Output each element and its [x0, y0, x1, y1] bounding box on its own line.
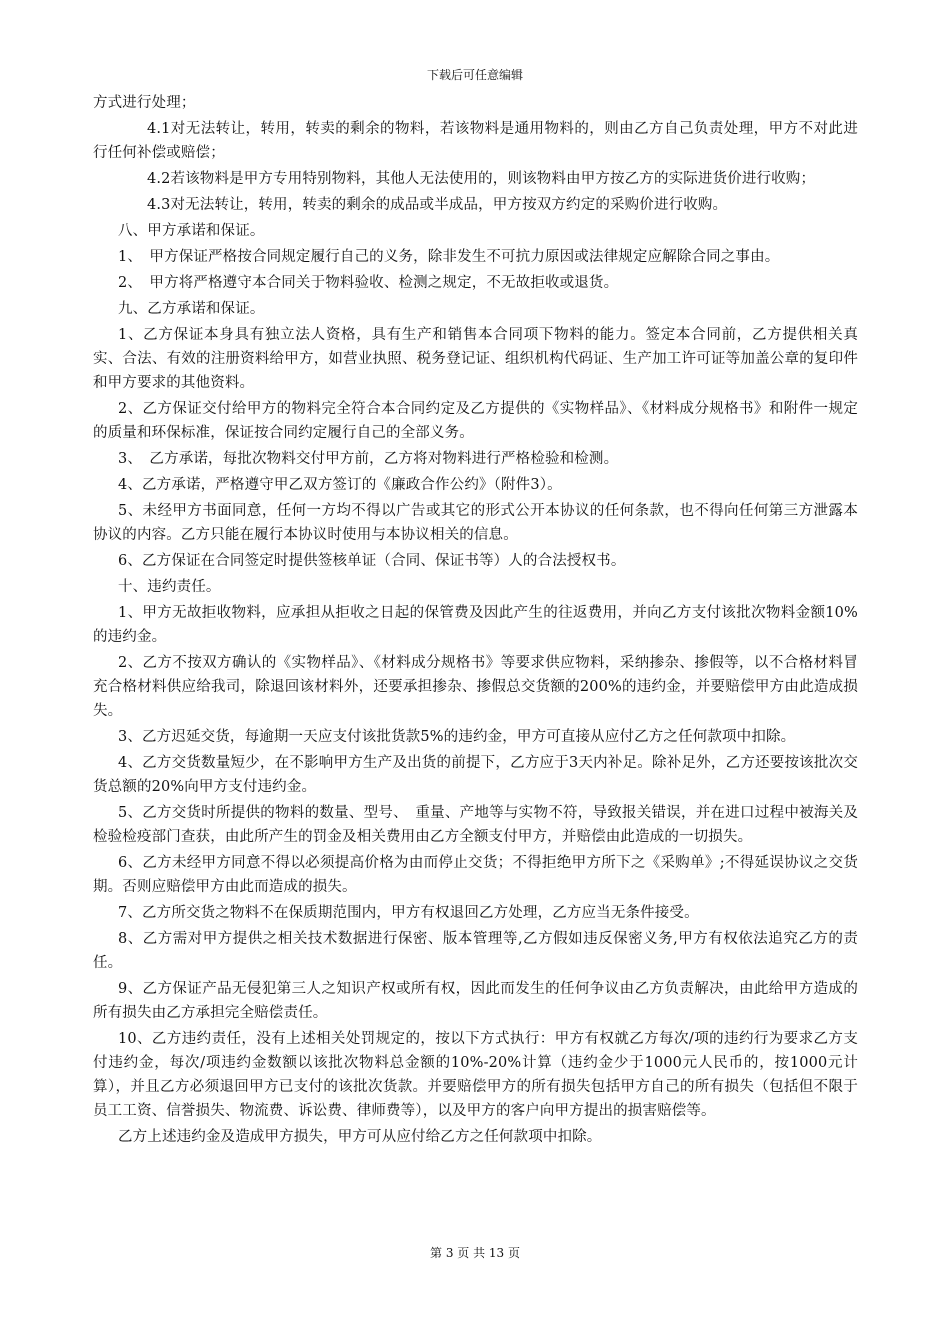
paragraph: 8、乙方需对甲方提供之相关技术数据进行保密、版本管理等,乙方假如违反保密义务,甲方有权依法追究乙方的责任。: [93, 931, 858, 971]
paragraph: 10、乙方违约责任，没有上述相关处罚规定的，按以下方式执行：甲方有权就乙方每次/项的违约行为要求乙方支付违约金，每次/项违约金数额以该批次物料总金额的10%-20%计算（违约金少于1000元人民币的，按1000元计算），并且乙方必须退回甲方已支付的该批次货款。并要赔偿甲方的所有损失包括甲方自己的所有损失（包括但不限于员工工资、信誉损失、物流费、诉讼费、律师费等），以及甲方的客户向甲方提出的损害赔偿等。: [93, 1031, 858, 1119]
paragraph: 九、乙方承诺和保证。: [118, 301, 265, 317]
paragraph: 6、乙方保证在合同签定时提供签核单证（合同、保证书等）人的合法授权书。: [118, 553, 626, 569]
paragraph: 7、乙方所交货之物料不在保质期范围内，甲方有权退回乙方处理，乙方应当无条件接受。: [118, 905, 699, 921]
paragraph: 4、乙方承诺，严格遵守甲乙双方签订的《廉政合作公约》（附件3）。: [118, 477, 562, 493]
paragraph: 2、乙方保证交付给甲方的物料完全符合本合同约定及乙方提供的《实物样品》、《材料成分规格书》和附件一规定的质量和环保标准，保证按合同约定履行自己的全部义务。: [93, 401, 858, 441]
paragraph: 3、乙方迟延交货，每逾期一天应支付该批货款5%的违约金，甲方可直接从应付乙方之任何款项中扣除。: [118, 729, 796, 745]
paragraph: 十、违约责任。: [118, 579, 221, 595]
paragraph: 5、未经甲方书面同意，任何一方均不得以广告或其它的形式公开本协议的任何条款，也不得向任何第三方泄露本协议的内容。乙方只能在履行本协议时使用与本协议相关的信息。: [93, 503, 858, 543]
paragraph: 4、乙方交货数量短少，在不影响甲方生产及出货的前提下，乙方应于3天内补足。除补足外，乙方还要按该批次交货总额的20%向甲方支付违约金。: [93, 755, 858, 795]
page-footer: 第 3 页 共 13 页: [430, 1246, 520, 1260]
paragraph: 2、乙方不按双方确认的《实物样品》、《材料成分规格书》等要求供应物料，采纳掺杂、掺假等，以不合格材料冒充合格材料供应给我司，除退回该材料外，还要承担掺杂、掺假总交货额的200%的违约金，并要赔偿甲方由此造成损失。: [93, 655, 858, 719]
paragraph: 4.1对无法转让，转用，转卖的剩余的物料，若该物料是通用物料的，则由乙方自己负责处理，甲方不对此进行任何补偿或赔偿；: [93, 121, 858, 161]
paragraph: 9、乙方保证产品无侵犯第三人之知识产权或所有权，因此而发生的任何争议由乙方负责解决，由此给甲方造成的所有损失由乙方承担完全赔偿责任。: [93, 981, 858, 1021]
paragraph: 4.2若该物料是甲方专用特别物料，其他人无法使用的，则该物料由甲方按乙方的实际进货价进行收购；: [147, 171, 816, 187]
paragraph: 3、 乙方承诺，每批次物料交付甲方前，乙方将对物料进行严格检验和检测。: [118, 451, 619, 467]
paragraph: 2、 甲方将严格遵守本合同关于物料验收、检测之规定，不无故拒收或退货。: [118, 275, 619, 291]
paragraph: 1、甲方无故拒收物料，应承担从拒收之日起的保管费及因此产生的往返费用，并向乙方支付该批次物料金额10%的违约金。: [93, 605, 858, 645]
paragraph: 乙方上述违约金及造成甲方损失，甲方可从应付给乙方之任何款项中扣除。: [118, 1129, 602, 1145]
paragraph: 5、乙方交货时所提供的物料的数量、型号、 重量、产地等与实物不符，导致报关错误，并在进口过程中被海关及检验检疫部门查获，由此所产生的罚金及相关费用由乙方全额支付甲方，并赔偿由此造成的一切损失。: [93, 805, 858, 845]
paragraph: 1、乙方保证本身具有独立法人资格，具有生产和销售本合同项下物料的能力。签定本合同前，乙方提供相关真实、合法、有效的注册资料给甲方，如营业执照、税务登记证、组织机构代码证、生产加工许可证等加盖公章的复印件和甲方要求的其他资料。: [93, 327, 858, 391]
page-header: 下载后可任意编辑: [426, 68, 523, 82]
paragraph: 方式进行处理；: [93, 95, 196, 111]
paragraph: 1、 甲方保证严格按合同规定履行自己的义务，除非发生不可抗力原因或法律规定应解除合同之事由。: [118, 249, 780, 265]
paragraph: 4.3对无法转让，转用，转卖的剩余的成品或半成品，甲方按双方约定的采购价进行收购。: [147, 197, 728, 213]
document-body: [93, 91, 858, 1151]
paragraph: 八、甲方承诺和保证。: [118, 223, 265, 239]
paragraph: 6、乙方未经甲方同意不得以必须提高价格为由而停止交货；不得拒绝甲方所下之《采购单》;不得延误协议之交货期。否则应赔偿甲方由此而造成的损失。: [93, 855, 858, 895]
